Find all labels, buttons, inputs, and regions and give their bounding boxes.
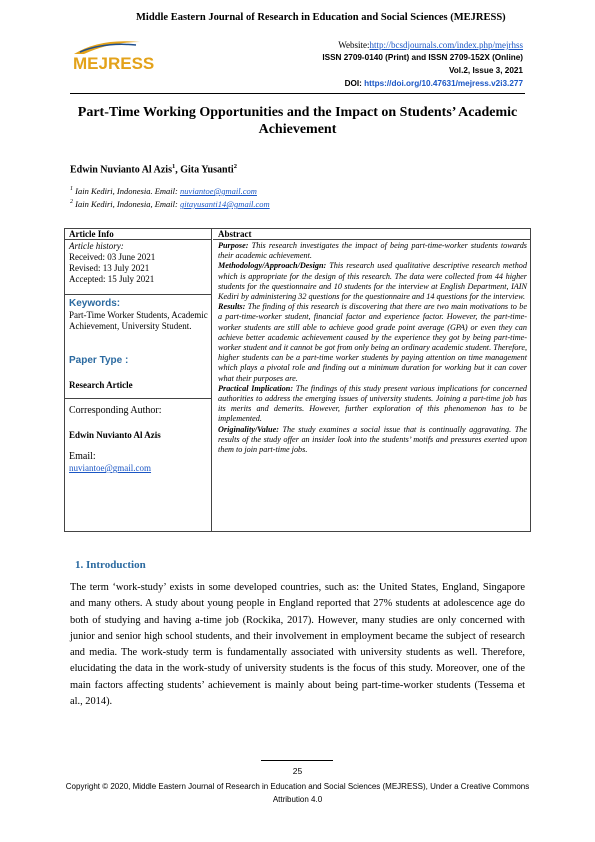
affiliation-2-text: Iain Kediri, Indonesia, Email:: [73, 199, 180, 209]
paper-title: Part-Time Working Opportunities and the Impact on Students’ Academic Achievement: [77, 105, 518, 137]
abstract-practical: [218, 384, 527, 425]
affiliation-2: [70, 199, 270, 209]
website-link[interactable]: http://bcsdjournals.com/index.php/mejrhss: [369, 40, 523, 50]
paper-type-heading: Paper Type :: [69, 355, 129, 366]
author-line: [70, 163, 237, 175]
author-1-sup: 1: [171, 163, 176, 170]
doi-label: DOI:: [344, 79, 365, 88]
purpose-label: Purpose:: [218, 241, 249, 250]
affiliation-1-sup: 1: [70, 186, 73, 193]
abstract-heading: Abstract: [218, 229, 252, 239]
affiliation-2-email[interactable]: gitayusanti14@gmail.com: [179, 199, 270, 209]
corresponding-author-label: Corresponding Author:: [69, 405, 162, 416]
revised-date: Revised: 13 July 2021: [69, 263, 150, 273]
article-info-heading: Article Info: [69, 229, 114, 239]
website-label: Website:: [338, 40, 370, 50]
logo-text: MEJRESS: [73, 54, 155, 73]
abstract-purpose: [218, 241, 527, 261]
abstract-method: [218, 261, 527, 302]
affiliation-1-email[interactable]: nuviantoe@gmail.com: [179, 186, 257, 196]
results-label: Results:: [218, 302, 246, 312]
corresponding-email[interactable]: nuviantoe@gmail.com: [69, 463, 152, 473]
copyright-notice: Copyright © 2020, Middle Eastern Journal of Research in Education and Social Sciences (MEJRESS), Under a Creative Commons Attribution 4.0: [65, 782, 530, 804]
article-history-label: Article history:: [69, 241, 124, 251]
logo-swoosh-icon: [70, 36, 155, 76]
doi: [345, 79, 523, 88]
journal-name: Middle Eastern Journal of Research in Education and Social Sciences (MEJRESS): [136, 12, 506, 23]
introduction-body: The term ‘work-study’ exists in some developed countries, such as: the United States, England, Singapore and many others. A study about young people in England reported that 27% students at adolescence age do both of studying and having a-time job (Rockika, 2017). However, many studies are only concerned with junior and senior high school students, and their involvement in employment became the subject of research and media. The work-study term is fundamentally associated with university students as well. Therefore, elucidating the data in the work-study of university students is the focus of this study. Moreover, one of the main factors affecting students’ achievement is mainly about being part-time-worker students (Tessema et al., 2014).: [70, 582, 525, 708]
keywords-heading: Keywords:: [69, 298, 121, 309]
received-date: Received: 03 June 2021: [69, 252, 156, 262]
method-label: Methodology/Approach/Design:: [218, 261, 327, 271]
page-number: 25: [292, 766, 303, 776]
paper-type-divider: [65, 398, 211, 399]
journal-website: [338, 40, 523, 50]
affiliation-2-sup: 2: [70, 199, 73, 206]
author-2-sup: 2: [233, 163, 237, 170]
issn: ISSN 2709-0140 (Print) and ISSN 2709-152X (Online): [322, 53, 523, 62]
purpose-text: This research investigates the impact of being part-time-worker students towards their academic achievement.: [218, 241, 527, 261]
author-1: Edwin Nuvianto Al Azis: [70, 164, 172, 176]
practical-text: The findings of this study present various implications for concerned authorities to address the emerging issues of university students. Joining a part-time job has its merits and demerits. However, further exploration of this phenomenon has to be implemented.: [218, 383, 527, 424]
abstract-body: [218, 241, 527, 455]
affiliation-1: [70, 186, 257, 196]
email-label: Email:: [69, 451, 96, 462]
author-separator: ,: [175, 164, 181, 176]
author-2: Gita Yusanti: [180, 164, 234, 176]
abstract-originality: [218, 425, 527, 456]
doi-link[interactable]: https://doi.org/10.47631/mejress.v2i3.277: [364, 79, 523, 88]
journal-logo: [70, 36, 155, 76]
abstract-head-divider: [213, 239, 530, 240]
paper-type-value: Research Article: [69, 380, 133, 390]
originality-label: Originality/Value:: [218, 424, 279, 434]
practical-label: Practical Implication:: [218, 383, 294, 393]
results-text: The finding of this research is discovering that there are two main motivations to be a part-time-worker student, financial factor and experience factor. However, the part-time-worker students are still able to achieve good grade point average (GPA) or even they can achieve better academic achievement caused by the experience they got by being part-time-worker student and it cannot be got from only being an ordinary academic student. Therefore, higher students can be a part-time worker students by paying attention on time management which plays a pivotal role and finding out a minimum duration for working but it can cover what their purposes are.: [218, 302, 527, 383]
keywords-list: Part-Time Worker Students, Academic Achievement, University Student.: [69, 310, 208, 331]
abstract-results: [218, 302, 527, 384]
accepted-date: Accepted: 15 July 2021: [69, 274, 155, 284]
introduction-heading: 1. Introduction: [75, 559, 146, 571]
corresponding-author-name: Edwin Nuvianto Al Azis: [69, 430, 161, 440]
affiliation-1-text: Iain Kediri, Indonesia. Email:: [73, 186, 180, 196]
originality-text: The study examines a social issue that is continually aggravating. The results of the study offer an insider look into the students’ motifs and pressures exerted upon them to join part-time jobs.: [218, 424, 527, 455]
volume-issue: Vol.2, Issue 3, 2021: [448, 66, 523, 75]
method-text: This research used qualitative descriptive research method which is appropriate for the design of this research. The data were collected from 44 higher students for the questionnaire and 10 students for the interview at English Department, IAIN Kediri by administering 32 questions for the questionnaire and 14 questions for the interview.: [218, 261, 527, 302]
footer-divider: [261, 760, 333, 761]
header-divider: [70, 93, 525, 94]
